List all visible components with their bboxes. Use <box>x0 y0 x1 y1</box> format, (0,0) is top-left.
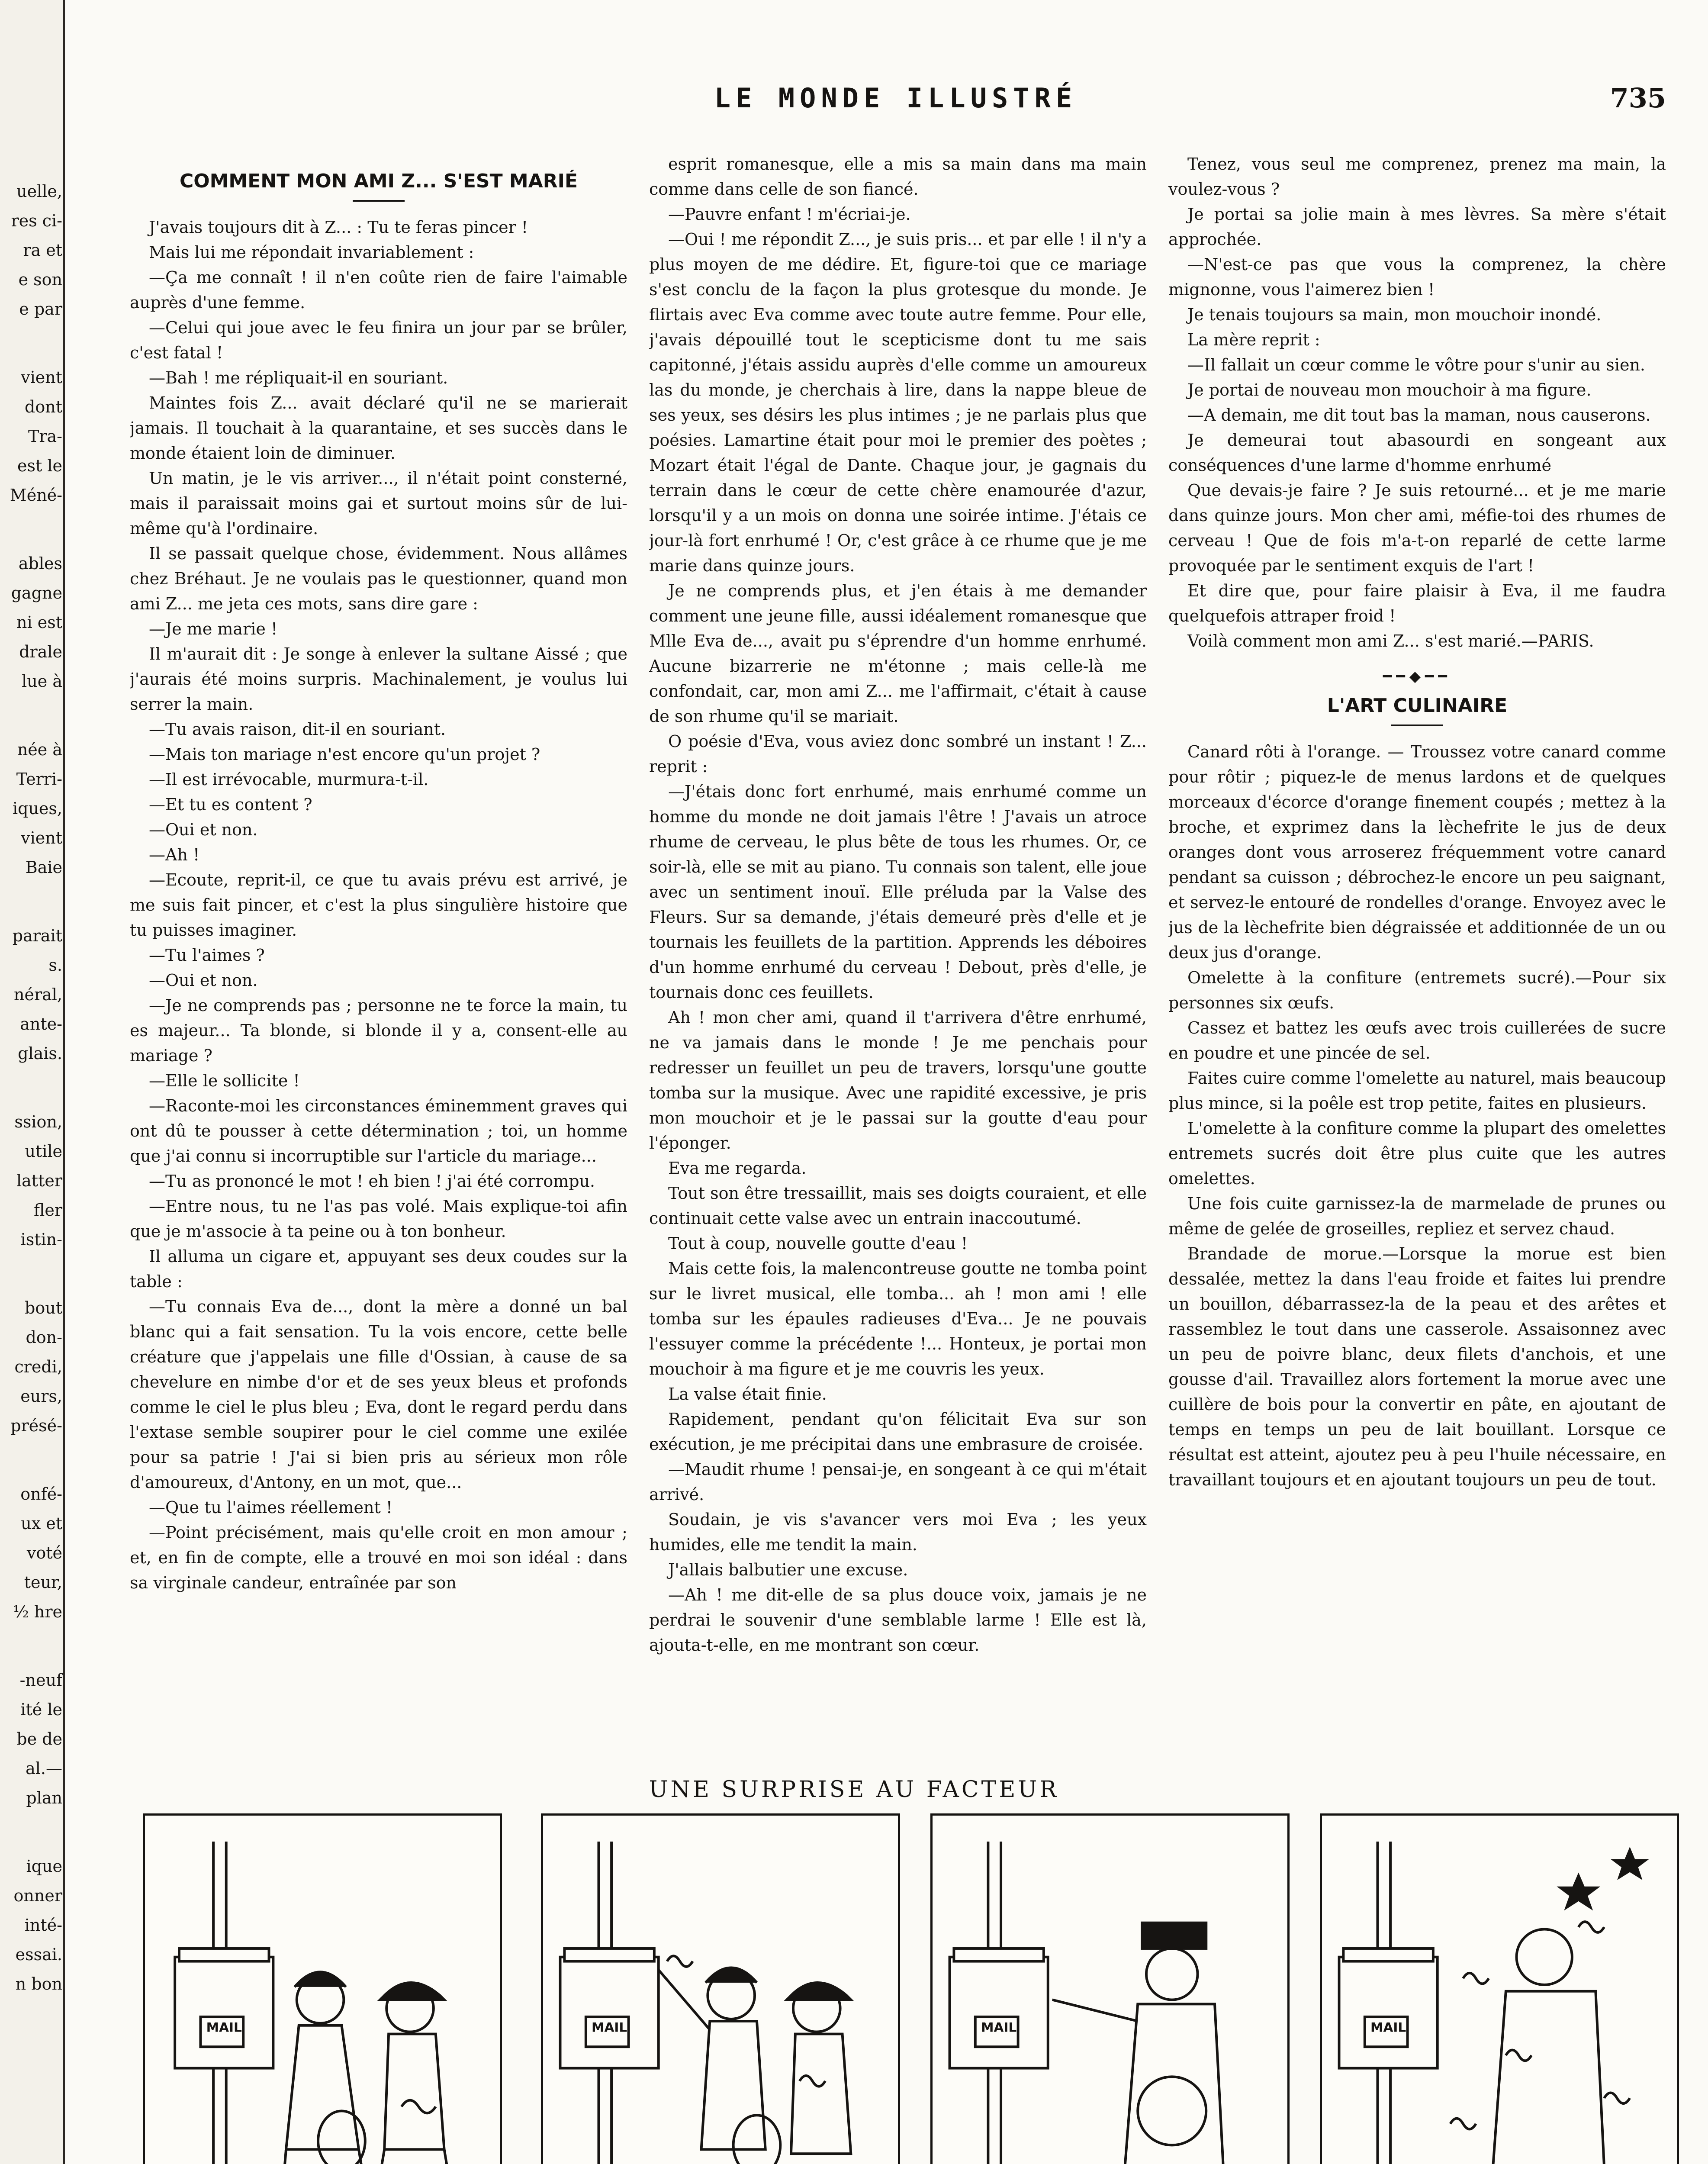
article-paragraph: Mais cette fois, la malencontreuse goutte ne tomba point sur le livret musical, elle tomba... ah ! mon ami ! elle tomba sur les épaules radieuses d'Eva... Je ne pouvais l'essuyer comme la précédente !... Honteux, je portai mon mouchoir à ma figure et je me couvris les yeux. <box>649 1259 1147 1378</box>
bleed-fragment: gagne <box>11 583 62 602</box>
comic-strip-title: UNE SURPRISE AU FACTEUR <box>649 1777 1059 1803</box>
bleed-fragment: ni est <box>16 613 62 632</box>
bleed-fragment: ux et <box>21 1514 62 1533</box>
bleed-fragment: e par <box>19 299 62 319</box>
article-paragraph: Que devais-je faire ? Je suis retourné... et je me marie dans quinze jours. Mon cher ami, méfie-toi des rhumes de cerveau ! Que de fois m'a-t-on reparlé de cette larme provoquée par le sentiment exquis de l'art ! <box>1168 481 1666 575</box>
comic-panel-3 <box>930 1813 1290 2164</box>
article-paragraph: Eva me regarda. <box>668 1159 807 1178</box>
bleed-fragment: be de <box>16 1729 62 1749</box>
article-paragraph: Je tenais toujours sa main, mon mouchoir inondé. <box>1187 305 1602 324</box>
mailbox-label: MAIL <box>591 2019 627 2035</box>
article-paragraph: Rapidement, pendant qu'on félicitait Eva sur son exécution, je me précipitai dans une embrasure de croisée. <box>649 1410 1147 1454</box>
article-paragraph: —Oui et non. <box>149 971 258 990</box>
article-paragraph: La valse était finie. <box>668 1385 827 1404</box>
article-paragraph: —Je ne comprends pas ; personne ne te force la main, tu es majeur... Ta blonde, si blonde il y a, consent-elle au mariage ? <box>130 996 627 1065</box>
bleed-fragment: dont <box>25 397 62 416</box>
article-paragraph: —Celui qui joue avec le feu finira un jour par se brûler, c'est fatal ! <box>130 318 627 362</box>
article-paragraph: —Il fallait un cœur comme le vôtre pour s'unir au sien. <box>1187 355 1646 374</box>
article-paragraph: —Tu as prononcé le mot ! eh bien ! j'ai été corrompu. <box>149 1172 595 1191</box>
article-paragraph: Je portai sa jolie main à mes lèvres. Sa mère s'était approchée. <box>1168 205 1666 249</box>
bleed-fragment: ables <box>18 554 62 573</box>
bleed-fragment: fler <box>34 1201 62 1220</box>
mailbox-label: MAIL <box>1370 2019 1406 2035</box>
bleed-fragment: Méné- <box>10 486 62 505</box>
bleed-fragment: s. <box>48 956 62 975</box>
mailbox-label: MAIL <box>206 2019 242 2035</box>
article-paragraph: —N'est-ce pas que vous la comprenez, la chère mignonne, vous l'aimerez bien ! <box>1168 255 1666 299</box>
article-paragraph: Omelette à la confiture (entremets sucré).—Pour six personnes six œufs. <box>1168 968 1666 1012</box>
article-paragraph: —Maudit rhume ! pensai-je, en songeant à ce qui m'était arrivé. <box>649 1460 1147 1504</box>
bleed-fragment: inté- <box>24 1916 62 1935</box>
bleed-fragment: ssion, <box>14 1112 62 1131</box>
article-paragraph: —Je me marie ! <box>149 619 278 638</box>
article-paragraph: Il alluma un cigare et, appuyant ses deux coudes sur la table : <box>130 1247 627 1291</box>
article-paragraph: —Il est irrévocable, murmura-t-il. <box>149 770 429 789</box>
bleed-fragment: ra et <box>23 241 62 260</box>
column-3 <box>1168 151 1666 1761</box>
article-paragraph: —J'étais donc fort enrhumé, mais enrhumé comme un homme du monde ne doit jamais l'être ! J'avais un atroce rhume de cerveau, le plus bête de tous les rhumes. Or, ce soir-là, elle se mit au piano. Tu connais son talent, elle joue avec un sentiment inouï. Elle préluda par la Valse des Fleurs. Sur sa demande, j'étais demeuré près d'elle et je tournais les feuillets de la partition. Apprends les déboires d'un homme enrhumé du cerveau ! Debout, près d'elle, je tournais donc ces feuillets. <box>649 782 1147 1002</box>
page-number: 735 <box>1610 82 1666 114</box>
bleed-fragment: Baie <box>25 858 62 877</box>
bleed-fragment: istin- <box>20 1230 62 1249</box>
bleed-fragment: Tra- <box>28 427 62 446</box>
bleed-fragment: ité le <box>20 1700 62 1719</box>
section-ornament: ━━◆━━ <box>1383 668 1452 685</box>
bleed-fragment: néral, <box>13 985 62 1004</box>
article-paragraph: Tout son être tressaillit, mais ses doigts couraient, et elle continuait cette valse avec un entrain inaccoutumé. <box>649 1184 1147 1228</box>
article-paragraph: —Ça me connaît ! il n'en coûte rien de faire l'aimable auprès d'une femme. <box>130 268 627 312</box>
article-title: COMMENT MON AMI Z... S'EST MARIÉ <box>179 170 578 192</box>
article-paragraph: J'allais balbutier une excuse. <box>668 1560 908 1579</box>
article-paragraph: Brandade de morue.—Lorsque la morue est bien dessalée, mettez la dans l'eau froide et faites lui prendre un bouillon, débarrassez-la de la peau et des arêtes et rassemblez le tout dans une casserole. Assaisonnez avec un peu de poivre blanc, deux filets d'anchois, et une gousse d'ail. Travaillez alors fortement la morue avec une cuillère de bois pour la convertir en pâte, en ajoutant de temps en temps un peu de lait bouillant. Lorsque ce résultat est atteint, ajoutez peu à peu l'huile nécessaire, en travaillant toujours et en ajoutant toujours un peu de tout. <box>1168 1244 1666 1489</box>
mailbox-label: MAIL <box>981 2019 1017 2035</box>
bleed-fragment: voté <box>26 1543 62 1562</box>
bleed-fragment: e son <box>18 270 62 289</box>
article-paragraph: Faites cuire comme l'omelette au naturel, mais beaucoup plus mince, si la poêle est trop petite, faites en plusieurs. <box>1168 1069 1666 1113</box>
article-paragraph: Soudain, je vis s'avancer vers moi Eva ; les yeux humides, elle me tendit la main. <box>649 1510 1147 1554</box>
bleed-fragment: n bon <box>15 1974 62 1993</box>
article-paragraph: Je demeurai tout abasourdi en songeant aux conséquences d'une larme d'homme enrhumé <box>1168 431 1666 475</box>
bleed-fragment: -neuf <box>19 1671 62 1690</box>
bleed-fragment: utile <box>25 1142 62 1161</box>
bleed-fragment: bout <box>25 1298 62 1317</box>
title-rule <box>353 200 405 202</box>
article-body-part-3 <box>1168 151 1666 654</box>
article-paragraph: O poésie d'Eva, vous aviez donc sombré un instant ! Z... reprit : <box>649 732 1147 776</box>
title-rule <box>1391 725 1443 726</box>
bleed-fragment: al.— <box>26 1759 62 1778</box>
article-paragraph: Cassez et battez les œufs avec trois cuillerées de sucre en poudre et une pincée de sel. <box>1168 1018 1666 1063</box>
article-paragraph: —Mais ton mariage n'est encore qu'un projet ? <box>149 745 540 764</box>
article-paragraph: —Pauvre enfant ! m'écriai-je. <box>668 205 911 224</box>
bleed-fragment: iques, <box>12 799 62 818</box>
article-paragraph: La mère reprit : <box>1187 330 1320 349</box>
article-paragraph: —Tu avais raison, dit-il en souriant. <box>149 720 446 739</box>
article-paragraph: —Elle le sollicite ! <box>149 1071 300 1090</box>
article-paragraph: —Ah ! me dit-elle de sa plus douce voix, jamais je ne perdrai le souvenir d'une semblable larme ! Elle est là, ajouta-t-elle, en me montrant son cœur. <box>649 1585 1147 1655</box>
masthead <box>125 82 1666 130</box>
article-paragraph: —Raconte-moi les circonstances éminemment graves qui ont dû te pousser à cette détermination ; toi, un homme que j'ai connu si incorruptible sur l'article du mariage... <box>130 1096 627 1166</box>
article-paragraph: Maintes fois Z... avait déclaré qu'il ne se marierait jamais. Il touchait à la quarantaine, et ses succès dans le monde étaient loin de diminuer. <box>130 393 627 463</box>
article-paragraph: Canard rôti à l'orange. — Troussez votre canard comme pour rôtir ; piquez-le de menus lardons et de quelques morceaux d'écorce d'orange finement coupés ; mettez à la broche, et exprimez dans la lèchefrite le jus de deux oranges dont vous arroserez fréquemment votre canard pendant sa cuisson ; débrochez-le encore un peu saignant, et servez-le entouré de rondelles d'orange. Envoyez avec le jus de la lèchefrite bien dégraissée et additionnée de un ou deux jus d'orange. <box>1168 742 1666 962</box>
article-paragraph: L'omelette à la confiture comme la plupart des omelettes entremets sucrés doit être plus cuite que les autres omelettes. <box>1168 1119 1666 1188</box>
article-paragraph: —Oui et non. <box>149 820 258 839</box>
article-body-part-1 <box>130 215 627 1595</box>
article-paragraph: Il m'aurait dit : Je songe à enlever la sultane Aissé ; que j'aurais été moins surpris. Machinalement, je voulus lui serrer la main. <box>130 644 627 714</box>
bleed-fragment: glais. <box>18 1044 62 1063</box>
article-paragraph: —Entre nous, tu ne l'as pas volé. Mais explique-toi afin que je m'associe à ta peine ou à ton bonheur. <box>130 1197 627 1241</box>
article-paragraph: Mais lui me répondait invariablement : <box>149 243 474 262</box>
article-paragraph: —Que tu l'aimes réellement ! <box>149 1498 393 1517</box>
article-paragraph: —Ecoute, reprit-il, ce que tu avais prévu est arrivé, je me suis fait pincer, et c'est la plus singulière histoire que tu puisses imaginer. <box>130 870 627 940</box>
bleed-fragment: vient <box>21 828 62 847</box>
article-paragraph: —Bah ! me répliquait-il en souriant. <box>149 368 448 387</box>
article-paragraph: Je ne comprends plus, et j'en étais à me demander comment une jeune fille, aussi idéalement romanesque que Mlle Eva de..., avait pu s'éprendre d'un homme enrhumé. Aucune bizarrerie ne m'étonne ; mais celle-là me confondait, car, mon ami Z... me l'affirmait, c'était à cause de son rhume qu'il se mariait. <box>649 581 1147 726</box>
article-paragraph: Je portai de nouveau mon mouchoir à ma figure. <box>1187 380 1592 399</box>
cooking-section-title: L'ART CULINAIRE <box>1327 695 1508 717</box>
bleed-fragment: onner <box>13 1886 62 1905</box>
bleed-fragment: ½ hre <box>13 1602 62 1621</box>
comic-panel-2 <box>541 1813 900 2164</box>
bleed-fragment: Terri- <box>16 770 62 789</box>
article-paragraph: —A demain, me dit tout bas la maman, nous causerons. <box>1187 406 1651 425</box>
bleed-fragment: essai. <box>15 1945 62 1964</box>
bleed-fragment: don- <box>26 1328 62 1347</box>
adjacent-page-bleed <box>0 0 65 2164</box>
bleed-fragment: latter <box>16 1171 62 1190</box>
bleed-fragment: drale <box>19 642 62 661</box>
bleed-fragment: ante- <box>20 1014 62 1034</box>
bleed-fragment: parait <box>12 926 62 945</box>
panel-2-illustration <box>543 1816 898 2164</box>
comic-panel-4 <box>1320 1813 1679 2164</box>
bleed-fragment: vient <box>21 368 62 387</box>
article-paragraph: —Point précisément, mais qu'elle croit en mon amour ; et, en fin de compte, elle a trouvé en moi son idéal : dans sa virginale candeur, entraînée par son <box>130 1523 627 1592</box>
article-paragraph: Voilà comment mon ami Z... s'est marié.—PARIS. <box>1187 631 1594 650</box>
column-1 <box>130 151 627 1761</box>
recipes <box>1168 739 1666 1492</box>
panel-4-illustration <box>1322 1816 1677 2164</box>
article-paragraph: Une fois cuite garnissez-la de marmelade de prunes ou même de gelée de groseilles, repliez et servez chaud. <box>1168 1194 1666 1238</box>
article-paragraph: —Ah ! <box>149 845 200 864</box>
column-2 <box>649 151 1147 1761</box>
bleed-fragment: credi, <box>14 1357 62 1376</box>
bleed-fragment: onfé- <box>20 1485 62 1504</box>
article-paragraph: —Tu l'aimes ? <box>149 946 265 965</box>
article-paragraph: Il se passait quelque chose, évidemment. Nous allâmes chez Bréhaut. Je ne voulais pas le questionner, quand mon ami Z... me jeta ces mots, sans dire gare : <box>130 544 627 613</box>
article-paragraph: esprit romanesque, elle a mis sa main dans ma main comme dans celle de son fiancé. <box>649 155 1147 199</box>
bleed-fragment: présé- <box>10 1416 62 1435</box>
article-paragraph: Un matin, je le vis arriver..., il n'était point consterné, mais il paraissait moins gai et surtout moins sûr de lui-même qu'à l'ordinaire. <box>130 469 627 538</box>
bleed-fragment: née à <box>17 740 62 759</box>
article-paragraph: —Et tu es content ? <box>149 795 312 814</box>
bleed-fragment: plan <box>26 1788 62 1807</box>
article-paragraph: Tenez, vous seul me comprenez, prenez ma main, la voulez-vous ? <box>1168 155 1666 199</box>
panel-1-illustration <box>145 1816 500 2164</box>
bleed-fragment: eurs, <box>20 1387 62 1406</box>
article-paragraph: Ah ! mon cher ami, quand il t'arrivera d'être enrhumé, ne va jamais dans le monde ! Je me penchais pour redresser un feuillet un peu de travers, lorsqu'une goutte tomba sur la musique. Avec une rapidité excessive, je pris mon mouchoir et je le passai sur la goutte d'eau pour l'éponger. <box>649 1008 1147 1153</box>
article-paragraph: Tout à coup, nouvelle goutte d'eau ! <box>668 1234 968 1253</box>
panel-3-illustration <box>933 1816 1287 2164</box>
article-paragraph: Et dire que, pour faire plaisir à Eva, il me faudra quelquefois attraper froid ! <box>1168 581 1666 625</box>
bleed-fragment: res ci- <box>11 211 62 230</box>
comic-panel-1 <box>143 1813 502 2164</box>
article-paragraph: —Tu connais Eva de..., dont la mère a donné un bal blanc qui a fait sensation. Tu la vois encore, cette belle créature que j'appelais une fille d'Ossian, à cause de sa chevelure en nimbe d'or et de ses yeux bleus et profonds comme le ciel le plus bleu ; Eva, dont le regard perdu dans l'extase semble soupirer pour le ciel comme une exilée pour sa patrie ! J'ai si bien pris au sérieux mon rôle d'amoureux, d'Antony, en un mot, que... <box>130 1297 627 1492</box>
bleed-fragment: uelle, <box>16 182 62 201</box>
article-paragraph: J'avais toujours dit à Z... : Tu te feras pincer ! <box>149 218 528 237</box>
bleed-fragment: lue à <box>22 672 62 691</box>
bleed-fragment: teur, <box>24 1573 62 1592</box>
bleed-fragment: ique <box>26 1857 62 1876</box>
article-paragraph: —Oui ! me répondit Z..., je suis pris... et par elle ! il n'y a plus moyen de me dédire. Et, figure-toi que ce mariage s'est conclu de la façon la plus grotesque du monde. Je flirtais avec Eva comme avec toute autre femme. Pour elle, j'avais dépouillé tout le scepticisme dont tu me sais capitonné, j'étais assidu auprès d'elle comme un amoureux las du monde, je cherchais à lire, dans la nappe bleue de ses yeux, ses désirs les plus intimes ; je ne parlais plus que poésies. Lamartine était pour moi le premier des poètes ; Mozart était l'égal de Dante. Chaque jour, je gagnais du terrain dans le cœur de cette chère enamourée d'azur, lorsqu'il y a un mois on donna une soirée intime. J'étais ce jour-là fort enrhumé ! Or, c'est grâce à ce rhume que je me marie dans quinze jours. <box>649 230 1147 575</box>
bleed-fragment: est le <box>17 456 62 475</box>
article-body-part-2 <box>649 151 1147 1658</box>
newspaper-title: LE MONDE ILLUSTRÉ <box>714 82 1078 114</box>
